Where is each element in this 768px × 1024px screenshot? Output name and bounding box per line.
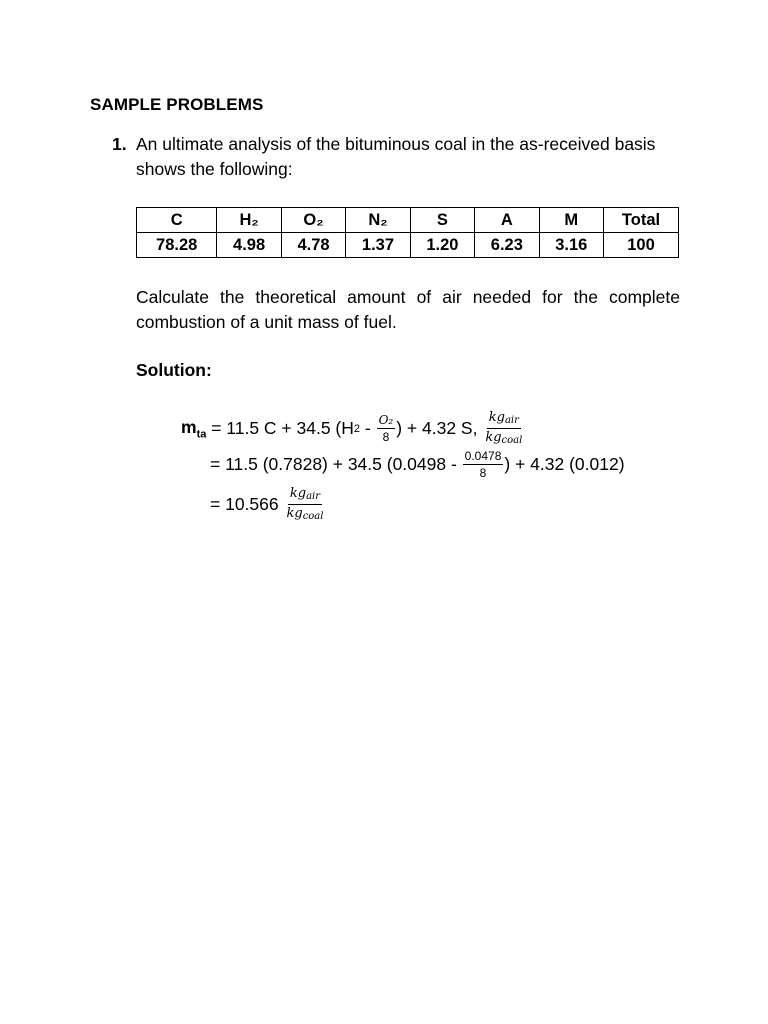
unit-num-base: kg xyxy=(289,486,307,501)
section-heading: SAMPLE PROBLEMS xyxy=(90,95,264,114)
mta-subscript: ta xyxy=(196,428,207,441)
o2-over-8-fraction xyxy=(377,414,396,443)
solution-label: Solution: xyxy=(136,360,212,380)
mta-symbol xyxy=(181,417,206,441)
unit-num-base: kg xyxy=(488,410,505,425)
unit-fraction-1 xyxy=(483,411,524,446)
ultimate-analysis-table xyxy=(136,207,679,258)
table-header-row xyxy=(137,208,679,233)
mta-m: m xyxy=(181,416,197,437)
header-cell-s: S xyxy=(410,208,474,233)
question-text: Calculate the theoretical amount of air needed for the complete combustion of a unit mass of fuel. xyxy=(136,287,680,332)
unit-den-base: kg xyxy=(485,430,502,445)
eq3-result: = 10.566 xyxy=(210,494,284,514)
fraction-denominator: 8 xyxy=(382,430,390,444)
unit-numerator xyxy=(288,487,322,505)
eq1-h-subscript: 2 xyxy=(353,422,361,435)
eq1-part-a: = 11.5 C + 34.5 (H xyxy=(206,418,354,438)
problem-text: An ultimate analysis of the bituminous coal in the as-received basis shows the following: xyxy=(136,134,656,179)
equation-line-1 xyxy=(181,411,525,446)
equation-line-3 xyxy=(210,487,326,522)
table-value-row xyxy=(137,233,679,258)
header-cell-o2: O₂ xyxy=(281,208,345,233)
equation-line-2 xyxy=(210,450,625,479)
unit-den-sub: coal xyxy=(302,511,324,522)
fraction-denominator: 8 xyxy=(479,466,487,480)
value-cell-o2: 4.78 xyxy=(281,233,345,258)
value-cell-a: 6.23 xyxy=(475,233,539,258)
eq2-part-a: = 11.5 (0.7828) + 34.5 (0.0498 - xyxy=(210,454,462,474)
header-cell-m: M xyxy=(539,208,603,233)
value-cell-h2: 4.98 xyxy=(217,233,281,258)
value-cell-c: 78.28 xyxy=(137,233,217,258)
fraction-numerator: 0.0478 xyxy=(464,449,502,463)
eq1-part-c: ) + 4.32 S, xyxy=(396,418,483,438)
unit-denominator xyxy=(483,429,524,446)
eq2-part-b: ) + 4.32 (0.012) xyxy=(504,454,625,474)
unit-num-sub: air xyxy=(504,415,519,426)
unit-num-sub: air xyxy=(306,491,321,502)
eq1-part-b: - xyxy=(360,418,376,438)
problem-number: 1. xyxy=(112,134,127,154)
unit-fraction-2 xyxy=(284,487,325,522)
header-cell-a: A xyxy=(475,208,539,233)
unit-numerator xyxy=(487,411,521,429)
oxygen-fraction xyxy=(463,450,504,479)
unit-denominator xyxy=(284,505,325,522)
fraction-numerator: O₂ xyxy=(378,413,394,427)
unit-den-base: kg xyxy=(286,506,303,521)
value-cell-s: 1.20 xyxy=(410,233,474,258)
unit-den-sub: coal xyxy=(501,435,523,446)
problem-statement xyxy=(112,132,682,182)
header-cell-n2: N₂ xyxy=(346,208,410,233)
value-cell-total: 100 xyxy=(603,233,678,258)
value-cell-m: 3.16 xyxy=(539,233,603,258)
header-cell-h2: H₂ xyxy=(217,208,281,233)
header-cell-c: C xyxy=(137,208,217,233)
header-cell-total: Total xyxy=(603,208,678,233)
value-cell-n2: 1.37 xyxy=(346,233,410,258)
